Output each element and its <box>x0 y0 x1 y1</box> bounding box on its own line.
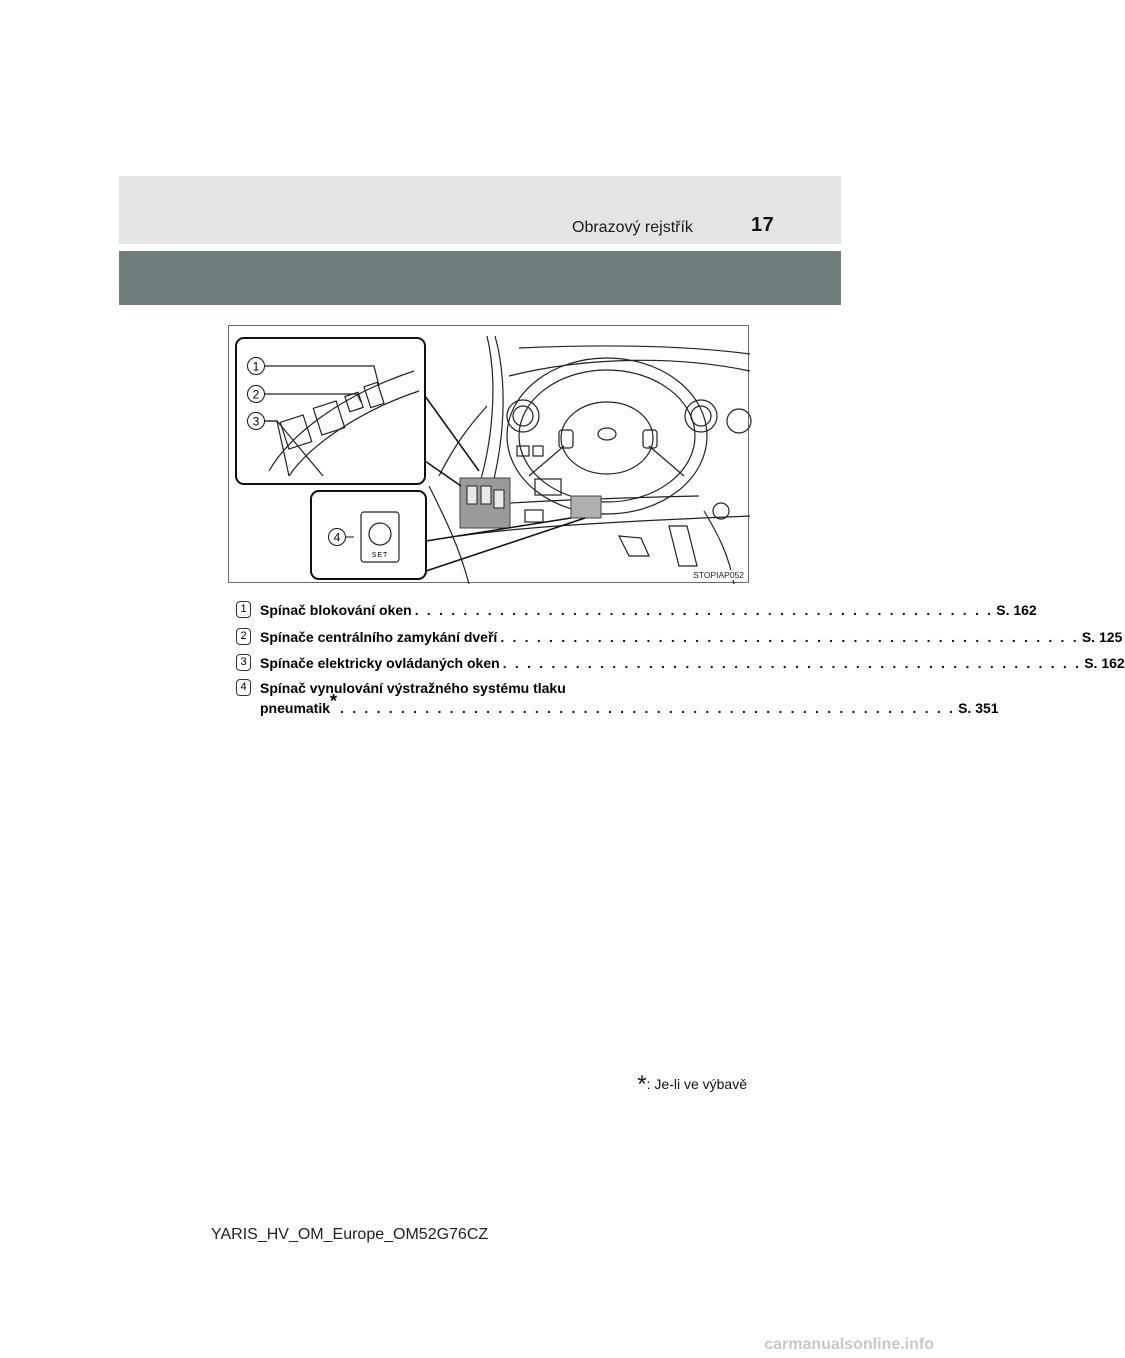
dashboard-illustration <box>228 325 749 583</box>
item-number-badge: 1 <box>236 601 251 618</box>
section-title: Obrazový rejstřík <box>572 219 693 236</box>
item-label: Spínač blokování oken <box>260 602 412 618</box>
dot-leader: . . . . . . . . . . . . . . . . . . . . . . . . . . . . . . . . . . . . . . . . . . . . . . . . <box>502 655 1082 671</box>
dot-leader: . . . . . . . . . . . . . . . . . . . . . . . . . . . . . . . . . . . . . . . . . . . . . . . . <box>414 602 994 618</box>
callout-1: 1 <box>252 359 260 374</box>
dot-leader: . . . . . . . . . . . . . . . . . . . . . . . . . . . . . . . . . . . . . . . . . . . . . . . . . . . <box>340 700 956 716</box>
item-label-line1: Spínač vynulování výstražného systému tlaku <box>260 680 566 696</box>
item-label-line2: pneumatik* <box>260 691 338 716</box>
header-band <box>119 176 841 244</box>
figure-code: STOPIAP052 <box>693 570 744 580</box>
footnote <box>637 1071 747 1098</box>
dot-leader: . . . . . . . . . . . . . . . . . . . . . . . . . . . . . . . . . . . . . . . . . . . . . . . . <box>500 629 1079 645</box>
item-label: Spínače centrálního zamykání dveří <box>260 629 498 645</box>
optional-equipment-asterisk: * <box>330 691 338 711</box>
document-id: YARIS_HV_OM_Europe_OM52G76CZ <box>211 1226 489 1243</box>
dashboard-drawing <box>229 326 750 584</box>
item-number-badge: 3 <box>236 654 251 671</box>
page-number: 17 <box>751 214 775 236</box>
callout-3: 3 <box>252 414 260 429</box>
list-item <box>236 678 999 722</box>
set-button-label: SET <box>371 552 389 559</box>
footnote-asterisk: * <box>637 1071 647 1098</box>
page-reference[interactable]: S. 162 <box>996 602 1037 618</box>
section-bar <box>119 251 841 305</box>
page-reference[interactable]: S. 162 <box>1084 655 1125 671</box>
item-number-badge: 4 <box>236 679 251 696</box>
callout-2: 2 <box>252 387 260 402</box>
footnote-text: : Je-li ve výbavě <box>646 1076 747 1092</box>
item-number-badge: 2 <box>236 628 251 645</box>
page-reference[interactable]: S. 125 <box>1081 629 1123 645</box>
item-label: Spínače elektricky ovládaných oken <box>260 655 500 671</box>
watermark: carmanualsonline.info <box>764 1336 934 1353</box>
page-reference[interactable]: S. 351 <box>958 700 999 716</box>
callout-4: 4 <box>333 530 341 545</box>
